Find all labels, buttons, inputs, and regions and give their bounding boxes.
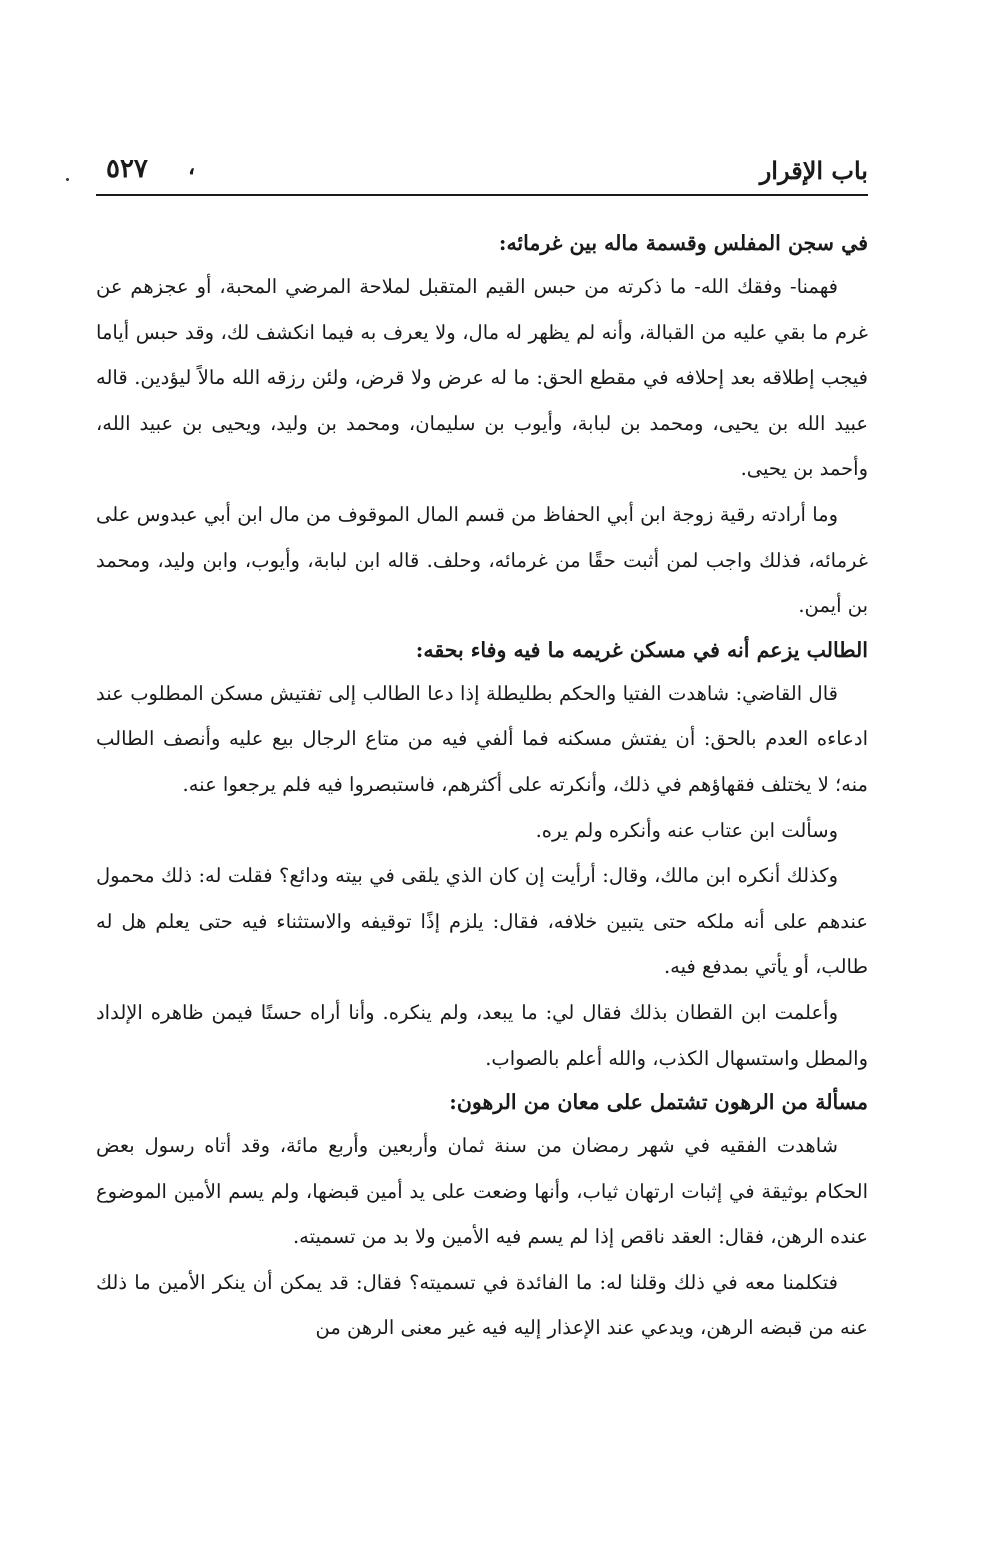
paragraph: فهمنا- وفقك الله- ما ذكرته من حبس القيم المتقبل لملاحة المرضي المحبة، أو عجزهم عن غرم ما بقي عليه من القبالة، وأنه لم يظهر له مال، ولا يعرف به فيما انكشف لك، وقد حبس أياما فيجب إطلاقه بعد إحلافه في مقطع الحق: ما له عرض ولا قرض، ولئن رزقه الله مالاً ليؤدين. قاله عبيد الله بن يحيى، ومحمد بن لبابة، وأيوب بن سليمان، ومحمد بن وليد، ويحيى بن عبيد الله، وأحمد بن يحيى. — [96, 275, 868, 481]
paragraph: فتكلمنا معه في ذلك وقلنا له: ما الفائدة في تسميته؟ فقال: قد يمكن أن ينكر الأمين ما ذلك عنه من قبضه الرهن، ويدعي عند الإعذار إليه فيه غير معنى الرهن من — [96, 1270, 868, 1340]
paragraph: قال القاضي: شاهدت الفتيا والحكم بطليطلة إذا دعا الطالب إلى تفتيش مسكن المطلوب عند ادعاءه العدم بالحق: أن يفتش مسكنه فما ألفي فيه من متاع الرجال بيع عليه وأنصف الطالب منه؛ لا يختلف فقهاؤهم في ذلك، وأنكرته على أكثرهم، فاستبصروا فيه فلم يرجعوا عنه. — [96, 681, 868, 796]
chapter-title: باب الإقرار — [759, 156, 868, 185]
section-heading-pledges: مسألة من الرهون تشتمل على معان من الرهون: — [449, 1090, 868, 1115]
paragraph: وكذلك أنكره ابن مالك، وقال: أرأيت إن كان الذي يلقى في بيته ودائع؟ فقلت له: ذلك محمول عندهم على أنه ملكه حتى يتبين خلافه، فقال: يلزم إذًا توقيفه والاستثناء فيه حتى يعلم هل له طالب، أو يأتي بمدفع فيه. — [96, 864, 868, 979]
header-separator: ، — [188, 154, 196, 180]
scan-speck — [66, 178, 69, 181]
paragraph: وما أرادته رقية زوجة ابن أبي الحفاظ من قسم المال الموقوف من مال ابن أبي عبدوس على غرمائه، فذلك واجب لمن أثبت حقًا من غرمائه، وحلف. قاله ابن لبابة، وأيوب، وابن وليد، ومحمد بن أيمن. — [96, 502, 868, 618]
section-heading-bankrupt-prison: في سجن المفلس وقسمة ماله بين غرمائه: — [498, 231, 868, 255]
section-heading-debtor-dwelling: الطالب يزعم أنه في مسكن غريمه ما فيه وفاء بحقه: — [415, 637, 868, 662]
page-body — [96, 222, 868, 1351]
paragraph: وسألت ابن عتاب عنه وأنكره ولم يره. — [535, 818, 838, 842]
paragraph: شاهدت الفقيه في شهر رمضان من سنة ثمان وأربعين وأربع مائة، وقد أتاه رسول بعض الحكام بوثيقة في إثبات ارتهان ثياب، وأنها وضعت على يد أمين قبضها، ولم يسم الأمين الموضوع عنده الرهن، فقال: العقد ناقص إذا لم يسم فيه الأمين ولا بد من تسميته. — [96, 1134, 868, 1249]
page-number: ٥٢٧ — [106, 154, 148, 184]
running-header — [96, 150, 868, 196]
paragraph: وأعلمت ابن القطان بذلك فقال لي: ما يبعد، ولم ينكره. وأنا أراه حسنًا فيمن ظاهره الإلداد والمطل واستسهال الكذب، والله أعلم بالصواب. — [96, 1000, 868, 1070]
